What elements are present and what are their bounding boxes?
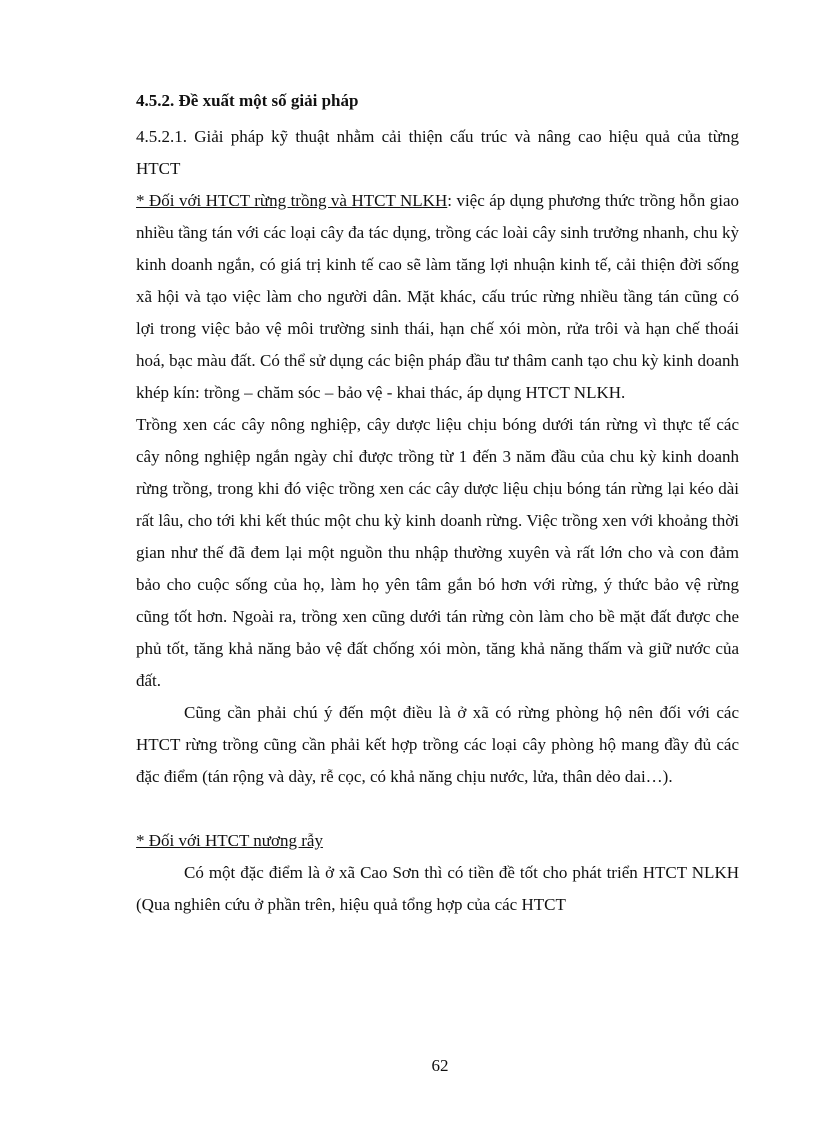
paragraph-body-forest: : việc áp dụng phương thức trồng hỗn giao nhiều tầng tán với các loại cây đa tác dụng, trồng các loài cây sinh trưởng nhanh, chu kỳ kinh doanh ngắn, có giá trị kinh tế cao sẽ làm tăng lợi nhuận kinh tế, cải thiện đời sống xã hội và tạo việc làm cho người dân. Mặt khác, cấu trúc rừng nhiều tầng tán cũng có lợi trong việc bảo vệ môi trường sinh thái, hạn chế xói mòn, rửa trôi và hạn chế thoái hoá, bạc màu đất. Có thể sử dụng các biện pháp đầu tư thâm canh tạo chu kỳ kinh doanh khép kín: trồng – chăm sóc – bảo vệ - khai thác, áp dụng HTCT NLKH. xyxy=(136,191,739,402)
paragraph-shifting-cultivation xyxy=(136,825,739,857)
paragraph-protection-forest: Cũng cần phải chú ý đến một điều là ở xã có rừng phòng hộ nên đối với các HTCT rừng trồng cũng cần phải kết hợp trồng các loại cây phòng hộ mang đầy đủ các đặc điểm (tán rộng và dày, rễ cọc, có khả năng chịu nước, lửa, thân dẻo dai…). xyxy=(136,703,739,786)
page-number: 62 xyxy=(431,1056,449,1075)
paragraph-cao-son: Có một đặc điểm là ở xã Cao Sơn thì có tiền đề tốt cho phát triển HTCT NLKH (Qua nghiên cứu ở phần trên, hiệu quả tổng hợp của các HTCT xyxy=(136,863,739,914)
paragraph-forest-agroforestry xyxy=(136,185,739,409)
paragraph-lead-shifting: * Đối với HTCT nương rẫy xyxy=(136,831,323,850)
subsection-heading: 4.5.2.1. Giải pháp kỹ thuật nhằm cải thiện cấu trúc và nâng cao hiệu quả của từng HTCT xyxy=(136,127,739,178)
paragraph-intercropping: Trồng xen các cây nông nghiệp, cây dược liệu chịu bóng dưới tán rừng vì thực tế các cây nông nghiệp ngắn ngày chỉ được trồng từ 1 đến 3 năm đầu của chu kỳ kinh doanh rừng trồng, trong khi đó việc trồng xen các cây dược liệu chịu bóng tán rừng lại kéo dài rất lâu, cho tới khi kết thúc một chu kỳ kinh doanh rừng. Việc trồng xen với khoảng thời gian như thế đã đem lại một nguồn thu nhập thường xuyên và rất lớn cho và con đảm bảo cho cuộc sống của họ, làm họ yên tâm gắn bó hơn với rừng, ý thức bảo vệ rừng cũng tốt hơn. Ngoài ra, trồng xen cũng dưới tán rừng còn làm cho bề mặt đất được che phủ tốt, tăng khả năng bảo vệ đất chống xói mòn, tăng khả năng thấm và giữ nước của đất. xyxy=(136,415,739,690)
spacer xyxy=(136,793,739,825)
paragraph-lead-forest: * Đối với HTCT rừng trồng và HTCT NLKH xyxy=(136,191,448,210)
section-heading: 4.5.2. Đề xuất một số giải pháp xyxy=(136,91,359,110)
document-page xyxy=(136,90,739,921)
